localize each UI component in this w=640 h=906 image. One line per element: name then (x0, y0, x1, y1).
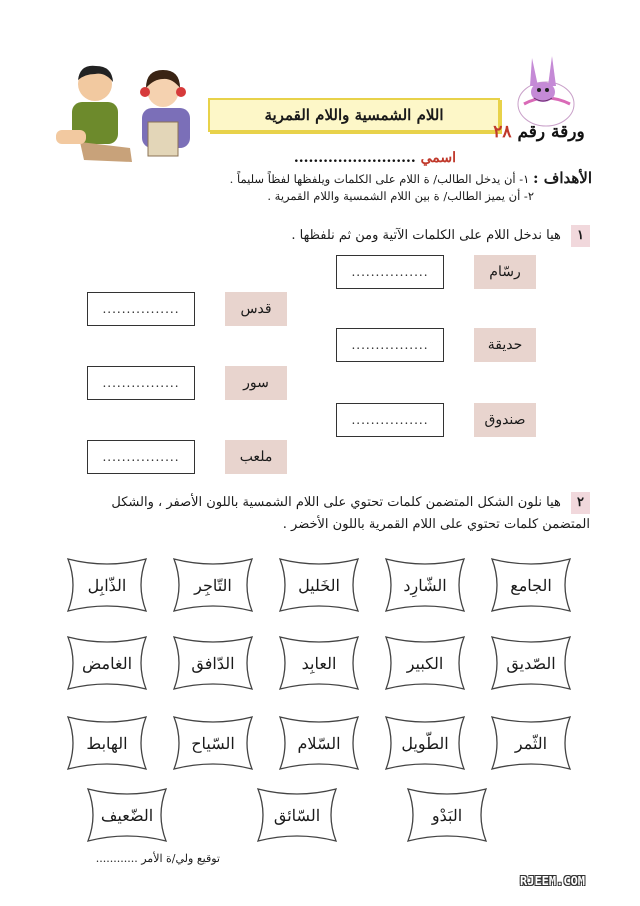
sheet-number-value: ٢٨ (493, 122, 512, 142)
shape-word: الضّعيف (100, 805, 154, 825)
shape-word: السّياح (191, 733, 235, 753)
shape-word: العابِد (301, 653, 337, 673)
word-shape-row2-5[interactable] (64, 633, 150, 693)
exercise-2-instruction (40, 492, 590, 536)
exercise-2-text-line1: هيا نلون الشكل المتضمن كلمات تحتوي على اللام الشمسية باللون الأصفر ، والشكل (111, 495, 561, 510)
shape-word: الصّديق (506, 653, 556, 673)
answer-box-sur[interactable]: ................ (87, 366, 195, 400)
sheet-label: ورقة رقم (517, 122, 585, 142)
exercise-2-number: ٢ (571, 492, 590, 514)
word-shape-row2-1[interactable] (488, 633, 574, 693)
word-shape-row3-2[interactable] (382, 713, 468, 773)
shape-word: الجامع (510, 575, 552, 595)
word-shape-row3-1[interactable] (488, 713, 574, 773)
shape-word: التّاجِر (194, 575, 232, 595)
word-shape-row2-4[interactable] (170, 633, 256, 693)
answer-box-quds[interactable]: ................ (87, 292, 195, 326)
name-dots[interactable]: ......................... (293, 150, 416, 166)
word-shape-row4-2[interactable] (254, 785, 340, 845)
word-shape-row3-3[interactable] (276, 713, 362, 773)
goals-heading: الأهداف : (533, 169, 592, 187)
word-shape-row4-3[interactable] (84, 785, 170, 845)
answer-box-hadiqa[interactable]: ................ (336, 328, 444, 362)
shape-word: الكبير (406, 653, 444, 673)
sheet-number (486, 122, 592, 150)
exercise-1-number: ١ (571, 225, 590, 247)
shape-word: الطّويل (401, 733, 449, 753)
shape-word: الدّافق (191, 653, 235, 673)
word-shape-row1-3[interactable] (276, 555, 362, 615)
shape-word: الهابط (86, 733, 128, 753)
parent-signature-text[interactable]: توقيع ولي/ة الأمر ............ (95, 852, 220, 865)
watermark-text: RJEEM.COM (520, 874, 586, 888)
answer-box-sunduq[interactable]: ................ (336, 403, 444, 437)
shape-word: الذّابِل (87, 575, 127, 595)
word-box-rassam: رسّام (474, 255, 536, 289)
parent-signature (60, 852, 220, 865)
answer-box-mal3ab[interactable]: ................ (87, 440, 195, 474)
watermark (520, 874, 624, 892)
page-title (208, 98, 500, 132)
word-box-mal3ab: ملعب (225, 440, 287, 474)
word-shape-row1-5[interactable] (64, 555, 150, 615)
children-illustration (50, 62, 200, 166)
word-shape-row1-4[interactable] (170, 555, 256, 615)
word-shape-row3-5[interactable] (64, 713, 150, 773)
shape-word: الشّارِد (403, 575, 447, 595)
shape-word: الغامض (81, 653, 133, 673)
word-box-quds: قدس (225, 292, 287, 326)
exercise-1-instruction (100, 225, 590, 247)
goal-1: ١- أن يدخل الطالب/ ة اللام على الكلمات ويلفظها لفظاً سليماً . (229, 172, 530, 186)
exercise-2-text-line2: المتضمن كلمات تحتوي على اللام القمرية باللون الأخضر . (282, 517, 590, 532)
shape-word: السّلام (297, 733, 341, 753)
word-shape-row4-1[interactable] (404, 785, 490, 845)
name-label: اسمي (420, 150, 456, 166)
word-shape-row3-4[interactable] (170, 713, 256, 773)
goals (180, 170, 592, 205)
word-box-sur: سور (225, 366, 287, 400)
exercise-1-text: هيا ندخل اللام على الكلمات الآتية ومن ثم نلفظها . (291, 228, 561, 243)
word-shape-row1-1[interactable] (488, 555, 574, 615)
answer-box-rassam[interactable]: ................ (336, 255, 444, 289)
rabbit-egg-illustration (510, 52, 580, 128)
word-shape-row1-2[interactable] (382, 555, 468, 615)
word-box-sunduq: صندوق (474, 403, 536, 437)
page-title-text: اللام الشمسية واللام القمرية (264, 106, 444, 124)
word-box-hadiqa: حديقة (474, 328, 536, 362)
shape-word: الخَليل (298, 575, 340, 595)
word-shape-row2-2[interactable] (382, 633, 468, 693)
shape-word: الثّمر (514, 733, 548, 753)
word-shape-row2-3[interactable] (276, 633, 362, 693)
shape-word: السّائق (273, 805, 321, 825)
name-line (280, 150, 456, 166)
shape-word: البَدْو (431, 805, 463, 825)
goal-2: ٢- أن يميز الطالب/ ة بين اللام الشمسية واللام القمرية . (267, 189, 534, 203)
